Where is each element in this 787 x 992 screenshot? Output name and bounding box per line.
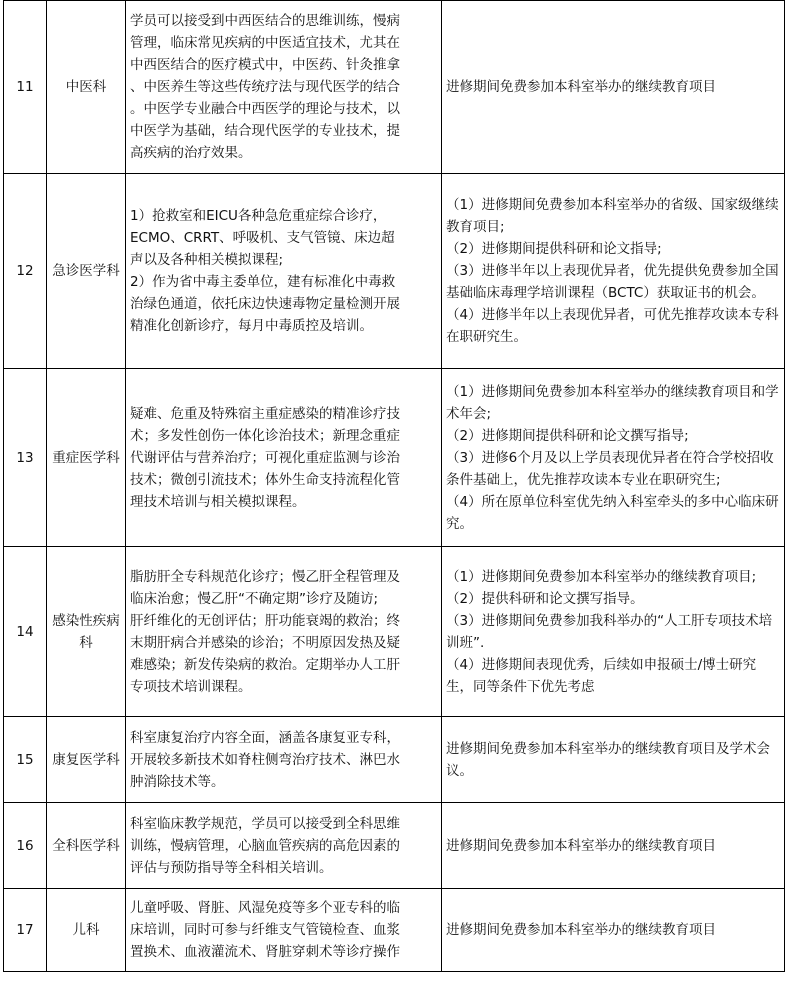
row-number: 12 [4, 174, 47, 369]
benefits-cell [442, 369, 785, 547]
training-content [126, 174, 442, 369]
table-row [4, 1, 785, 174]
content-line: 技术；微创引流技术；体外生命支持流程化管 [130, 471, 400, 488]
content-line: 理技术培训与相关模拟课程。 [130, 493, 306, 510]
content-line: 难感染；新发传染病的救治。定期举办人工肝 [130, 656, 400, 673]
content-line: 肿消除技术等。 [130, 773, 225, 790]
content-line: 代谢评估与营养治疗；可视化重症监测与诊治 [130, 449, 400, 466]
department-name: 康复医学科 [47, 717, 126, 803]
benefits-cell [442, 889, 785, 972]
benefit-item: （2）进修期间提供科研和论文指导; [446, 241, 662, 257]
benefit-item: 进修期间免费参加本科室举办的继续教育项目 [446, 837, 716, 854]
content-line: 术；多发性创伤一体化诊治技术；新理念重症 [130, 427, 400, 444]
row-number: 16 [4, 803, 47, 889]
benefit-item: （1）进修期间免费参加本科室举办的省级、国家级继续教育项目; [446, 197, 779, 235]
content-line: 评估与预防指导等全科相关培训。 [130, 859, 333, 876]
benefit-item: 进修期间免费参加本科室举办的继续教育项目 [446, 922, 716, 938]
benefit-item: （4）进修期间表现优秀，后续如申报硕士/博士研究生，同等条件下优先考虑 [446, 656, 757, 695]
content-line: 训练，慢病管理，心脑血管疾病的高危因素的 [130, 837, 400, 854]
content-line: 专项技术培训课程。 [130, 678, 252, 695]
benefits-cell [442, 1, 785, 174]
row-number: 15 [4, 717, 47, 803]
content-line: 治绿色通道，依托床边快速毒物定量检测开展 [130, 296, 400, 312]
content-line: 中医学为基础，结合现代医学的专业技术，提 [130, 123, 400, 139]
content-line: 管理，临床常见疾病的中医适宜技术，尤其在 [130, 35, 400, 51]
training-content [126, 717, 442, 803]
content-line: 脂肪肝全专科规范化诊疗；慢乙肝全程管理及 [130, 568, 400, 585]
table-row [4, 547, 785, 717]
training-content [126, 547, 442, 717]
benefits-cell [442, 547, 785, 717]
content-line: 末期肝病合并感染的诊治；不明原因发热及疑 [130, 634, 400, 651]
department-name: 儿科 [47, 889, 126, 972]
table-row [4, 174, 785, 369]
benefit-item: 进修期间免费参加本科室举办的继续教育项目 [446, 79, 716, 95]
benefit-item: （1）进修期间免费参加本科室举办的继续教育项目; [446, 568, 757, 585]
department-name: 全科医学科 [47, 803, 126, 889]
table-row [4, 803, 785, 889]
content-line: 中西医结合的医疗模式中，中医药、针灸推拿 [130, 57, 400, 73]
content-line: 1）抢救室和EICU各种急危重症综合诊疗， [130, 208, 387, 224]
department-table [3, 0, 785, 972]
content-line: 2）作为省中毒主委单位，建有标准化中毒救 [130, 274, 396, 290]
content-line: 学员可以接受到中西医结合的思维训练，慢病 [130, 13, 400, 29]
department-name: 中医科 [47, 1, 126, 174]
benefit-item: （1）进修期间免费参加本科室举办的继续教育项目和学术年会; [446, 383, 779, 422]
content-line: 肝纤维化的无创评估；肝功能衰竭的救治；终 [130, 612, 400, 629]
content-line: 床培训，同时可参与纤维支气管镜检查、血浆 [130, 922, 400, 938]
department-name: 感染性疾病科 [47, 547, 126, 717]
training-content [126, 369, 442, 547]
content-line: 精准化创新诊疗，每月中毒质控及培训。 [130, 318, 373, 334]
content-line: 置换术、血液灌流术、肾脏穿刺术等诊疗操作 [130, 944, 400, 960]
content-line: 儿童呼吸、肾脏、风湿免疫等多个亚专科的临 [130, 900, 400, 916]
row-number: 17 [4, 889, 47, 972]
content-line: ECMO、CRRT、呼吸机、支气管镜、床边超 [130, 230, 395, 246]
content-line: 声以及各种相关模拟课程; [130, 252, 284, 268]
benefit-item: （4）所在原单位科室优先纳入科室牵头的多中心临床研究。 [446, 493, 779, 532]
table-row [4, 717, 785, 803]
benefits-cell [442, 717, 785, 803]
training-content [126, 803, 442, 889]
content-line: 、中医养生等这些传统疗法与现代医学的结合 [130, 79, 400, 95]
content-line: 开展较多新技术如脊柱侧弯治疗技术、淋巴水 [130, 751, 400, 768]
content-line: 。中医学专业融合中西医学的理论与技术，以 [130, 101, 400, 117]
content-line: 科室临床教学规范，学员可以接受到全科思维 [130, 815, 400, 832]
training-content [126, 889, 442, 972]
table-row [4, 369, 785, 547]
content-line: 高疾病的治疗效果。 [130, 145, 252, 161]
benefit-item: （3）进修期间免费参加我科举办的“人工肝专项技术培训班”. [446, 612, 773, 651]
department-name: 重症医学科 [47, 369, 126, 547]
benefit-item: （2）提供科研和论文撰写指导。 [446, 590, 644, 607]
row-number: 14 [4, 547, 47, 717]
row-number: 11 [4, 1, 47, 174]
benefits-cell [442, 803, 785, 889]
benefit-item: （2）进修期间提供科研和论文撰写指导; [446, 427, 689, 444]
training-content [126, 1, 442, 174]
department-name: 急诊医学科 [47, 174, 126, 369]
content-line: 临床治愈；慢乙肝“不确定期”诊疗及随访; [130, 590, 379, 607]
content-line: 科室康复治疗内容全面，涵盖各康复亚专科， [130, 729, 400, 746]
row-number: 13 [4, 369, 47, 547]
benefit-item: （3）进修半年以上表现优异者，优先提供免费参加全国基础临床毒理学培训课程（BCTC）获取证书的机会。 [446, 263, 779, 301]
table-row [4, 889, 785, 972]
content-line: 疑难、危重及特殊宿主重症感染的精准诊疗技 [130, 405, 400, 422]
benefits-cell [442, 174, 785, 369]
benefit-item: （4）进修半年以上表现优异者，可优先推荐攻读本专科在职研究生。 [446, 307, 779, 345]
benefit-item: 进修期间免费参加本科室举办的继续教育项目及学术会议。 [446, 740, 770, 779]
benefit-item: （3）进修6个月及以上学员表现优异者在符合学校招收条件基础上，优先推荐攻读本专业在职研究生; [446, 449, 774, 488]
